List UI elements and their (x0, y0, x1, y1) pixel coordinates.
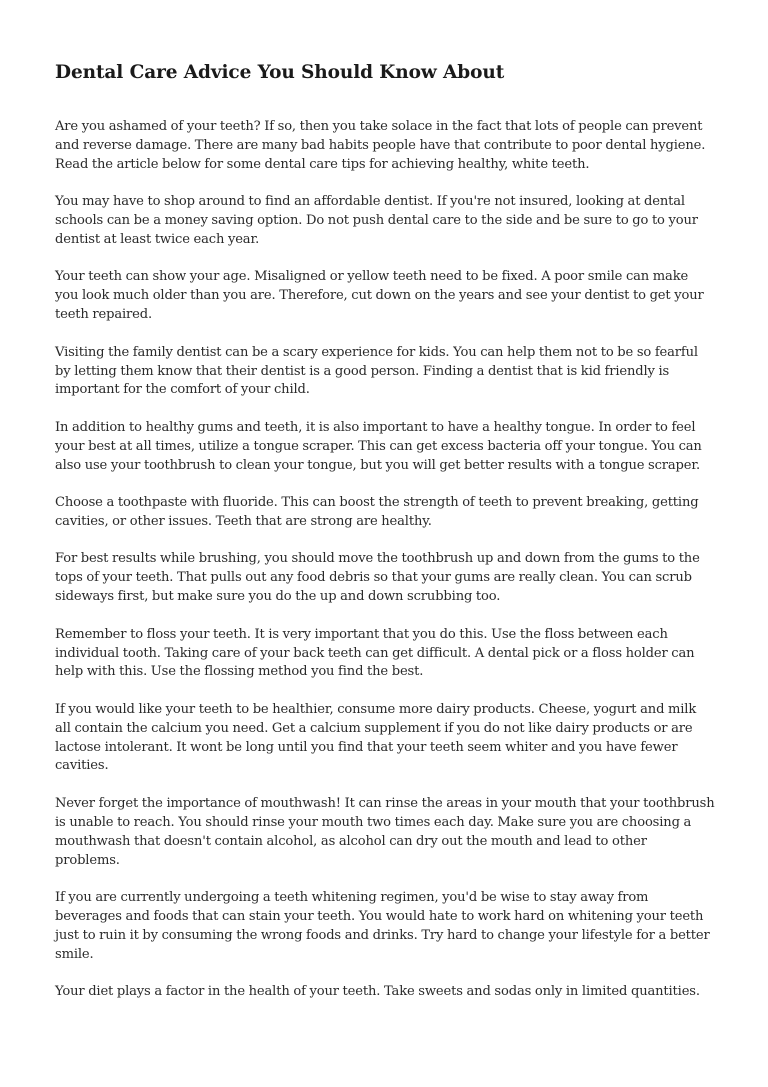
paragraph: Remember to floss your teeth. It is very important that you do this. Use the floss between each individual tooth. Taking care of your back teeth can get difficult. A dental pick or a floss holder can help with this. Use the flossing method you find the best. (55, 626, 695, 680)
document-page (55, 58, 715, 1021)
paragraph: Are you ashamed of your teeth? If so, then you take solace in the fact that lots of people can prevent and reverse damage. There are many bad habits people have that contribute to poor dental hygiene. Read the article below for some dental care tips for achieving healthy, white teeth. (55, 119, 706, 172)
paragraph: You may have to shop around to find an affordable dentist. If you're not insured, looking at dental schools can be a money saving option. Do not push dental care to the side and be sure to go to your dentist at least twice each year. (55, 194, 698, 247)
paragraph: Choose a toothpaste with fluoride. This can boost the strength of teeth to prevent breaking, getting cavities, or other issues. Teeth that are strong are healthy. (55, 495, 699, 529)
paragraph: Your diet plays a factor in the health of your teeth. Take sweets and sodas only in limited quantities. (55, 984, 700, 1000)
paragraph: For best results while brushing, you should move the toothbrush up and down from the gums to the tops of your teeth. That pulls out any food debris so that your gums are really clean. You can scrub sideways first, but make sure you do the up and down scrubbing too. (55, 551, 700, 605)
document-title: Dental Care Advice You Should Know About (55, 62, 505, 83)
paragraph: If you would like your teeth to be healthier, consume more dairy products. Cheese, yogurt and milk all contain the calcium you need. Get a calcium supplement if you do not like dairy products or are lactose intolerant. It wont be long until you find that your teeth seem whiter and you have fewer cavities. (55, 701, 697, 774)
paragraph: Visiting the family dentist can be a scary experience for kids. You can help them not to be so fearful by letting them know that their dentist is a good person. Finding a dentist that is kid friendly is important for the comfort of your child. (55, 344, 698, 398)
paragraph: Your teeth can show your age. Misaligned or yellow teeth need to be fixed. A poor smile can make you look much older than you are. Therefore, cut down on the years and see your dentist to get your teeth repaired. (55, 269, 704, 323)
paragraph: Never forget the importance of mouthwash! It can rinse the areas in your mouth that your toothbrush is unable to reach. You should rinse your mouth two times each day. Make sure you are choosing a mouthwash that doesn't contain alcohol, as alcohol can dry out the mouth and lead to other problems. (55, 795, 715, 868)
paragraph: If you are currently undergoing a teeth whitening regimen, you'd be wise to stay away from beverages and foods that can stain your teeth. You would hate to work hard on whitening your teeth just to ruin it by consuming the wrong foods and drinks. Try hard to change your lifestyle for a better smile. (55, 890, 710, 962)
paragraph: In addition to healthy gums and teeth, it is also important to have a healthy tongue. In order to feel your best at all times, utilize a tongue scraper. This can get excess bacteria off your tongue. You can also use your toothbrush to clean your tongue, but you will get better results with a tongue scraper. (55, 419, 702, 473)
